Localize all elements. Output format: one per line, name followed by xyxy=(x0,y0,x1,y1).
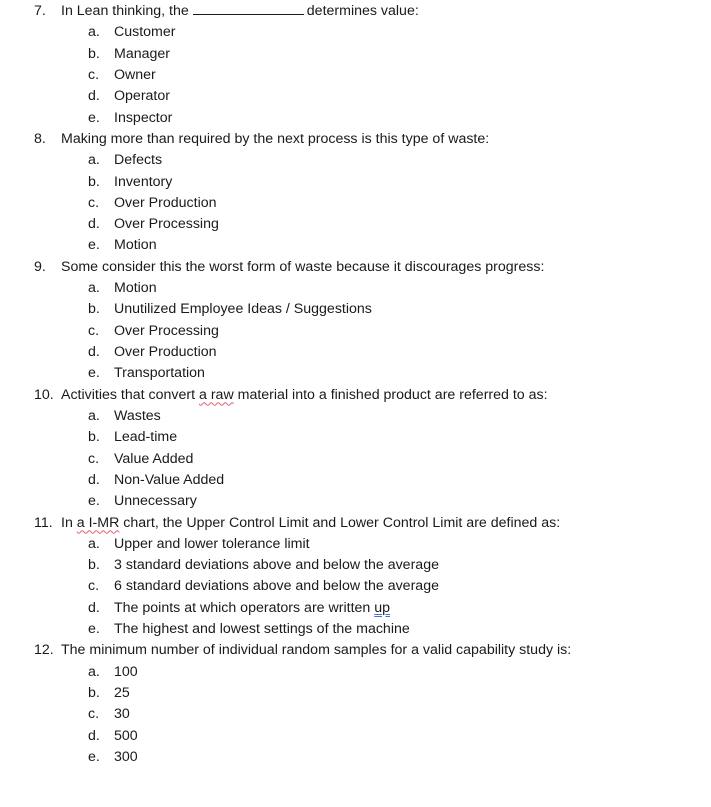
question-7 xyxy=(0,1,711,129)
option-a xyxy=(0,22,711,43)
option-b xyxy=(0,172,711,193)
question-number: 12. xyxy=(34,642,54,659)
question-text-after: determines value: xyxy=(306,3,419,19)
question-text-after: material into a finished product are referred to as: xyxy=(233,386,548,403)
option-text: 300 xyxy=(114,748,138,765)
question-12 xyxy=(0,640,711,768)
option-text: Value Added xyxy=(114,450,194,467)
option-text: Over Processing xyxy=(114,216,219,233)
spellcheck-flagged-text: a raw xyxy=(199,386,234,403)
question-number: 8. xyxy=(34,130,46,147)
option-d xyxy=(0,470,711,491)
option-e xyxy=(0,363,711,384)
option-letter: e. xyxy=(88,237,100,254)
question-stem xyxy=(0,257,711,278)
option-e xyxy=(0,108,711,129)
option-letter: a. xyxy=(88,408,100,425)
option-c xyxy=(0,704,711,725)
question-text-after: chart, the Upper Control Limit and Lower Control Limit are defined as: xyxy=(119,514,561,531)
question-stem xyxy=(0,513,711,534)
option-text: Operator xyxy=(114,88,170,105)
option-text: Over Production xyxy=(114,194,217,211)
option-letter: b. xyxy=(88,45,100,62)
option-text: Upper and lower tolerance limit xyxy=(114,535,310,552)
option-b xyxy=(0,555,711,576)
option-letter: b. xyxy=(88,429,100,446)
option-b xyxy=(0,683,711,704)
option-text: 6 standard deviations above and below the average xyxy=(114,578,439,595)
option-text: The highest and lowest settings of the machine xyxy=(114,621,410,638)
option-text: Wastes xyxy=(114,408,161,425)
option-text: Unutilized Employee Ideas / Suggestions xyxy=(114,301,372,318)
option-letter: c. xyxy=(88,66,100,83)
option-text: Lead-time xyxy=(114,429,178,446)
option-letter: d. xyxy=(88,471,100,488)
question-10 xyxy=(0,385,711,513)
option-letter: b. xyxy=(88,685,100,702)
option-d xyxy=(0,342,711,363)
option-letter: e. xyxy=(88,493,100,510)
option-letter: d. xyxy=(88,599,100,616)
option-text: Over Production xyxy=(114,344,217,361)
option-a xyxy=(0,406,711,427)
option-letter: b. xyxy=(88,557,100,574)
option-text: Transportation xyxy=(114,365,205,382)
option-c xyxy=(0,576,711,597)
option-letter: e. xyxy=(88,365,100,382)
option-letter: d. xyxy=(88,88,100,105)
option-letter: c. xyxy=(88,194,100,211)
option-letter: a. xyxy=(88,152,100,169)
question-text-before: Activities that convert xyxy=(61,386,199,403)
option-e xyxy=(0,235,711,256)
option-d xyxy=(0,598,711,619)
question-text-before: In Lean thinking, the xyxy=(61,3,189,19)
question-9 xyxy=(0,257,711,385)
option-text: 3 standard deviations above and below the average xyxy=(114,557,439,574)
question-number: 7. xyxy=(34,3,46,19)
option-a xyxy=(0,150,711,171)
option-b xyxy=(0,427,711,448)
question-text: The minimum number of individual random samples for a valid capability study is: xyxy=(61,642,572,659)
option-a xyxy=(0,278,711,299)
option-text: 100 xyxy=(114,663,138,680)
option-letter: e. xyxy=(88,621,100,638)
grammar-flagged-text: up xyxy=(374,599,391,616)
option-text: 500 xyxy=(114,727,138,744)
option-b xyxy=(0,44,711,65)
option-letter: c. xyxy=(88,706,100,723)
option-letter: d. xyxy=(88,727,100,744)
option-a xyxy=(0,534,711,555)
question-number: 11. xyxy=(34,514,53,531)
question-number: 10. xyxy=(34,386,54,403)
question-text xyxy=(61,513,560,534)
question-11 xyxy=(0,513,711,641)
question-stem xyxy=(0,385,711,406)
option-c xyxy=(0,193,711,214)
option-text: Motion xyxy=(114,237,157,254)
option-text xyxy=(114,598,390,619)
option-text: Inventory xyxy=(114,173,173,190)
option-b xyxy=(0,299,711,320)
option-letter: a. xyxy=(88,535,100,552)
question-text: Some consider this the worst form of waste because it discourages progress: xyxy=(61,258,545,275)
question-text: Making more than required by the next process is this type of waste: xyxy=(61,130,490,147)
option-letter: a. xyxy=(88,663,100,680)
option-letter: a. xyxy=(88,280,100,297)
option-text: Non-Value Added xyxy=(114,471,225,488)
option-letter: d. xyxy=(88,344,100,361)
question-stem xyxy=(0,129,711,150)
question-text xyxy=(61,385,548,406)
option-letter: d. xyxy=(88,216,100,233)
option-d xyxy=(0,214,711,235)
option-c xyxy=(0,65,711,86)
question-number: 9. xyxy=(34,258,46,275)
option-letter: c. xyxy=(88,322,100,339)
option-text: 30 xyxy=(114,706,130,723)
option-letter: e. xyxy=(88,748,100,765)
question-stem xyxy=(0,640,711,661)
option-letter: c. xyxy=(88,450,100,467)
option-letter: c. xyxy=(88,578,100,595)
option-text: Over Processing xyxy=(114,322,219,339)
option-text: Motion xyxy=(114,280,157,297)
spellcheck-flagged-text: a I-MR xyxy=(76,514,120,531)
option-letter: a. xyxy=(88,24,100,41)
question-stem xyxy=(0,1,711,22)
fill-in-blank xyxy=(193,2,304,15)
option-a xyxy=(0,662,711,683)
option-text: Defects xyxy=(114,152,163,169)
option-text: Unnecessary xyxy=(114,493,197,510)
option-text: Inspector xyxy=(114,109,173,126)
option-text: Manager xyxy=(114,45,170,62)
option-text: Customer xyxy=(114,24,176,41)
option-letter: b. xyxy=(88,301,100,318)
question-8 xyxy=(0,129,711,257)
option-text: Owner xyxy=(114,66,156,83)
option-e xyxy=(0,747,711,768)
option-c xyxy=(0,449,711,470)
question-text xyxy=(61,1,419,22)
option-c xyxy=(0,321,711,342)
option-d xyxy=(0,86,711,107)
option-d xyxy=(0,726,711,747)
option-e xyxy=(0,619,711,640)
option-text-before: The points at which operators are written xyxy=(114,599,375,616)
option-e xyxy=(0,491,711,512)
question-text-before: In xyxy=(61,514,77,531)
option-letter: e. xyxy=(88,109,100,126)
option-letter: b. xyxy=(88,173,100,190)
option-text: 25 xyxy=(114,685,130,702)
